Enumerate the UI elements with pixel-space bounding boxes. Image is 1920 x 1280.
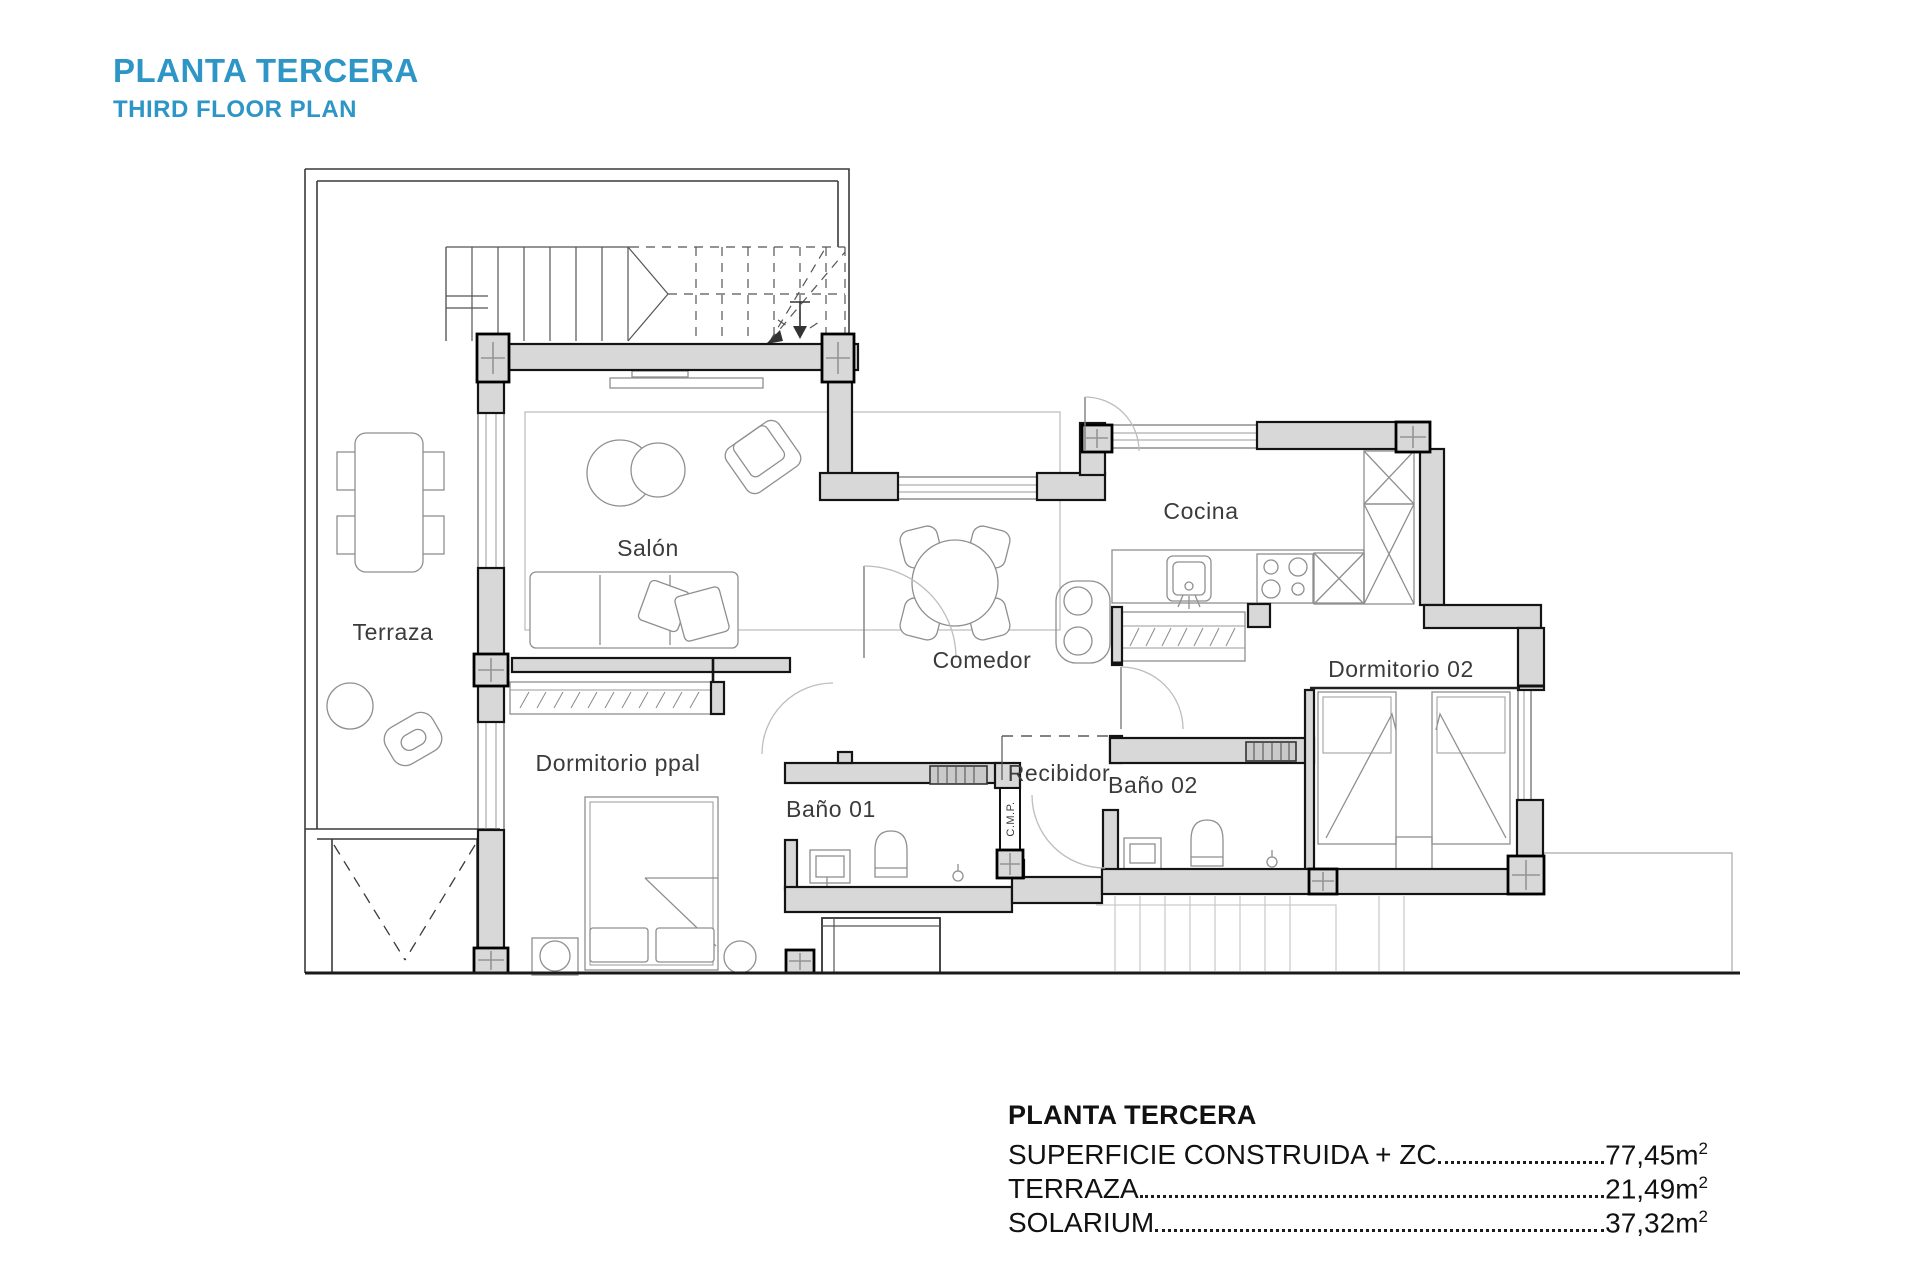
summary-title: PLANTA TERCERA [1008, 1100, 1257, 1130]
room-label-dormitorio-02: Dormitorio 02 [1328, 656, 1474, 682]
room-label-comedor: Comedor [932, 647, 1032, 673]
dining-set [898, 524, 1012, 642]
bar-stool [1064, 587, 1092, 615]
room-label-salon: Salón [617, 535, 679, 561]
room-label-cocina: Cocina [1163, 498, 1239, 524]
bath01-fixtures [810, 831, 963, 890]
dotted-leader [1155, 1229, 1604, 1232]
page-title: PLANTA TERCERA [113, 52, 419, 89]
summary-row-value: $37,32m^2$ [1605, 1207, 1708, 1239]
summary-row-label: TERRAZA [1008, 1173, 1139, 1205]
kitchen-counter [1112, 550, 1364, 609]
summary-row-value: $77,45m^2$ [1605, 1139, 1708, 1171]
breakfast-bar [1056, 581, 1245, 663]
room-label-bano-02: Baño 02 [1108, 772, 1198, 798]
room-label-recibidor: Recibidor [1007, 760, 1111, 786]
room-label-cmp: C.M.P. [1005, 801, 1017, 837]
summary-row [1008, 1139, 1708, 1173]
summary-row-label: SUPERFICIE CONSTRUIDA + ZC [1008, 1139, 1437, 1171]
master-bed [585, 797, 718, 970]
terrace-lounge [327, 683, 447, 771]
cmp-shaft [1000, 788, 1020, 850]
summary-row-value: $21,49m^2$ [1605, 1173, 1708, 1205]
tv-unit [610, 371, 763, 388]
terrace-dining-set [337, 433, 444, 572]
coffee-table [587, 440, 685, 506]
page-subtitle: THIRD FLOOR PLAN [113, 96, 357, 123]
dotted-leader [1438, 1161, 1605, 1164]
dotted-leader [1140, 1195, 1604, 1198]
room-label-dormitorio-ppal: Dormitorio ppal [535, 750, 701, 776]
bath02-fixtures [1124, 820, 1277, 869]
room-label-terraza: Terraza [352, 619, 434, 645]
twin-beds [1318, 692, 1510, 869]
summary-row-label: SOLARIUM [1008, 1207, 1155, 1239]
armchair [721, 417, 804, 498]
summary-row [1008, 1173, 1708, 1207]
area-summary [1008, 1100, 1708, 1241]
kitchen-wardrobe [1314, 451, 1414, 604]
room-label-bano-01: Baño 01 [786, 796, 876, 822]
staircase [446, 247, 845, 344]
summary-row [1008, 1207, 1708, 1241]
shaft-below [822, 918, 940, 973]
master-wardrobe [510, 682, 713, 714]
sofa [530, 572, 738, 648]
bar-stool [1064, 627, 1092, 655]
